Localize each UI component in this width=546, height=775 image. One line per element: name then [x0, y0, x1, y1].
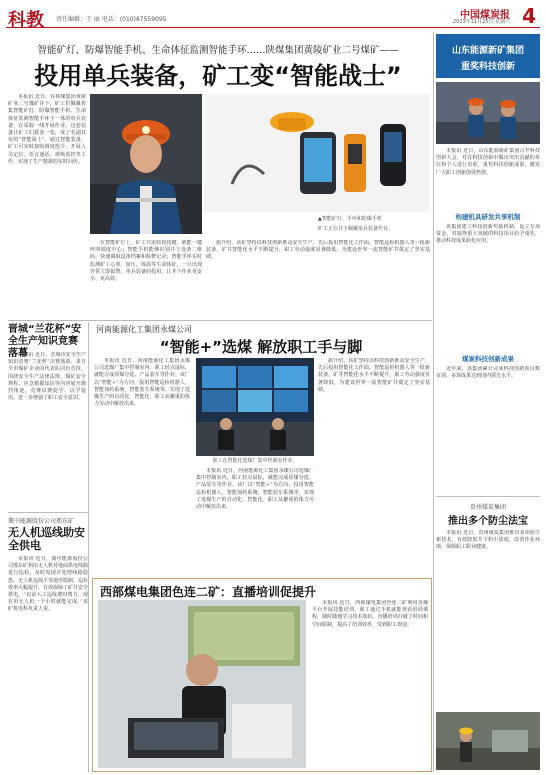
- sidebar-photo-2: [436, 712, 540, 770]
- editor-line: 责任编辑：王 丽 电话：(010)87559095: [56, 16, 167, 23]
- dust-illustration: [436, 712, 540, 770]
- lead-body-col3: [206, 240, 430, 316]
- bottom-story-photo: [98, 600, 306, 768]
- lead-caption-1: ▲智能矿灯、手环和防爆手机: [318, 216, 382, 222]
- sidebar-text-3: 近年来，该集团累计完成科技创新项目数百项，多项成果达到国内领先水平。: [436, 366, 540, 380]
- lead-col2-text: 在智能矿灯上，矿工只需轻按按键，就能一键呼叫调度中心；智能手机能够识别井下设备二维码，快速调取设备档案和检修记录；智能手环实时监测矿工心率、血压、体温等生命体征，一旦出现异常立即报警。单兵装备的投用，让井下作业更安全、更高效。: [90, 240, 202, 283]
- divider-left: [8, 512, 88, 513]
- date-line: 2023年11月25日 星期六: [452, 19, 510, 25]
- sidebar-header: [436, 34, 540, 78]
- sidebar-body-4: [436, 530, 540, 708]
- side-story2-headline: 无人机巡线助安全供电: [8, 526, 85, 552]
- side-story2-body: [8, 556, 88, 770]
- sidebar-title-line1: 山东能源新矿集团: [451, 46, 524, 56]
- sidebar-text-4: 本报讯 近日，贵州煤炭集团推出多项防尘新技术，有效降低井下粉尘浓度，改善作业环境，保障职工职业健康。: [436, 530, 540, 551]
- masthead: [6, 4, 540, 31]
- sidebar-text-2: 该集团建立科技创新奖励机制，设立专项资金，对取得重大突破的科技项目给予重奖，推动科技成果转化应用。: [436, 224, 540, 245]
- page-number: 4: [522, 4, 536, 28]
- second-story-body-col2: [196, 468, 314, 572]
- second-story-kicker: 河南能源化工集团永煤公司: [96, 325, 192, 334]
- lead-headline: 投用单兵装备，矿工变“智能战士”: [34, 62, 402, 90]
- sidebar-body-1: [436, 148, 540, 208]
- training-illustration: [98, 600, 306, 768]
- lead-col1-text: 本报讯 近日，在陕煤集团黄陵矿业二号煤矿井下，矿工们佩戴着集智能矿灯、防爆智能手机、生命体征监测智能手环于一体的单兵装备，在采掘一线开展作业。这套装备让矿工们摇身一变，成了名副其实的“智能战士”。通过智能装备，矿工可实时接收调度指令，开展人员定位、语音通话、视频监控等工作，实现了生产数据的实时回传。: [8, 94, 86, 165]
- devices-illustration: [204, 94, 430, 212]
- lead-body-col1: [8, 94, 86, 316]
- sidebar-subhead-2: 煤炭科技创新成果: [462, 355, 514, 363]
- control-room-illustration: [196, 358, 314, 456]
- side-story-body: [8, 352, 86, 510]
- divider-vertical-left: [88, 322, 89, 772]
- divider-vertical-right: [433, 32, 434, 772]
- second-story-body-col3: [318, 358, 430, 572]
- side-story2-kicker: 冀中能源股份公司邢东矿: [8, 518, 75, 525]
- bottom-story-body: [312, 600, 428, 768]
- sidebar-subhead-1: 构建机具研发共享机制: [455, 213, 521, 221]
- sidebar-subhead-3: 推出多个防尘法宝: [448, 516, 528, 527]
- sidebar-photo: [436, 82, 540, 144]
- sidebar-title-line2: 重奖科技创新: [460, 62, 515, 72]
- lead-photo-miner: [90, 94, 202, 234]
- sidebar-kicker-3: 贵州煤炭集团: [469, 504, 506, 511]
- lead-body-col2: [90, 240, 202, 316]
- sidebar-body-3: [436, 366, 540, 490]
- side-story-headline: 晋城“兰花杯”安全生产知识竞赛落幕: [8, 324, 82, 359]
- second-story-text-2: 本报讯 近日，河南能源化工集团永煤公司选煤厂集中控制室内，职工轻点鼠标，就能完成原煤分选、产品装车等作业。该厂以“智能+”为方向，投用智能巡检机器人、智能加药系统、智能装车系统等，实现了选煤生产的自动化、智能化，职工从繁重的体力劳动中解放出来。: [196, 468, 314, 511]
- divider-lead: [8, 320, 432, 321]
- lead-kicker: 智能矿灯、防爆智能手机、生命体征监测智能手环……陕煤集团黄陵矿业二号煤矿——: [37, 45, 399, 56]
- sidebar-body-2: [436, 224, 540, 350]
- second-story-text-3: 据介绍，该矿坚持以科技创新推动安全生产，先后投用智能化工作面、智能巡检机器人等一批新装备，矿井智能化水平不断提升，职工劳动强度显著降低，为建设世界一流智能矿井奠定了坚实基础。: [318, 358, 430, 393]
- second-story-headline: “智能+”选煤 解放职工手与脚: [159, 338, 363, 356]
- second-story-caption: 职工在智能化选煤厂集中控制室作业。: [212, 458, 298, 464]
- second-story-text: 本报讯 近日，河南能源化工集团永煤公司选煤厂集中控制室内，职工轻点鼠标，就能完成原煤分选、产品装车等作业。该厂以“智能+”为方向，投用智能巡检机器人、智能加药系统、智能装车系统等，实现了选煤生产的自动化、智能化，职工从繁重的体力劳动中解放出来。: [94, 358, 190, 408]
- miner-illustration: [90, 94, 202, 234]
- bottom-story-text: 本报讯 近日，西部煤电集团色连二矿利用直播平台开展技能培训，职工通过手机就能观看培训课程，随时随地学习技术知识。直播培训打破了时间和空间限制，提高了培训效率，受到职工欢迎。: [312, 600, 428, 628]
- lead-caption-2: 矿工正在井下佩戴单兵装备作业。: [318, 226, 394, 232]
- side-story2-text: 本报讯 近日，冀中能源股份公司邢东矿利用无人机对地面供电线路进行巡检，及时发现并处理线路隐患。无人机巡线不受地形限制，巡检效率大幅提升，有效保障了矿井安全供电。“以前人工巡线费时费力，现在用无人机一个小时就能完成。”该矿机电科负责人说。: [8, 556, 88, 613]
- second-story-body: [94, 358, 190, 572]
- section-title: 科教: [8, 10, 44, 31]
- sidebar-text-1: 本报讯 近日，山东能源新矿集团召开科技创新大会，对在科技创新中做出突出贡献的单位和个人进行表彰，重奖科技创新成果，激发广大职工创新创效热情。: [436, 148, 540, 176]
- side-story-text: 本报讯 近日，晋城市安全生产知识竞赛“兰花杯”决赛落幕。来自全市煤矿企业的代表队同台竞技，围绕安全生产法律法规、煤矿安全规程、应急救援知识等内容展开激烈角逐。竞赛以赛促学、以学促用，进一步增强了职工安全意识。: [8, 352, 86, 402]
- bottom-story-headline: 西部煤电集团色连二矿：直播培训促提升: [100, 585, 317, 599]
- lead-photo-devices: [204, 94, 430, 212]
- paper-name: 中国煤炭报: [460, 10, 510, 21]
- lead-col3-text: 据介绍，该矿坚持以科技创新推动安全生产，先后投用智能化工作面、智能巡检机器人等一批新装备，矿井智能化水平不断提升，职工劳动强度显著降低，为建设世界一流智能矿井奠定了坚实基础。: [206, 240, 430, 261]
- divider-sidebar: [436, 496, 540, 497]
- lab-illustration: [436, 82, 540, 144]
- second-story-photo: [196, 358, 314, 456]
